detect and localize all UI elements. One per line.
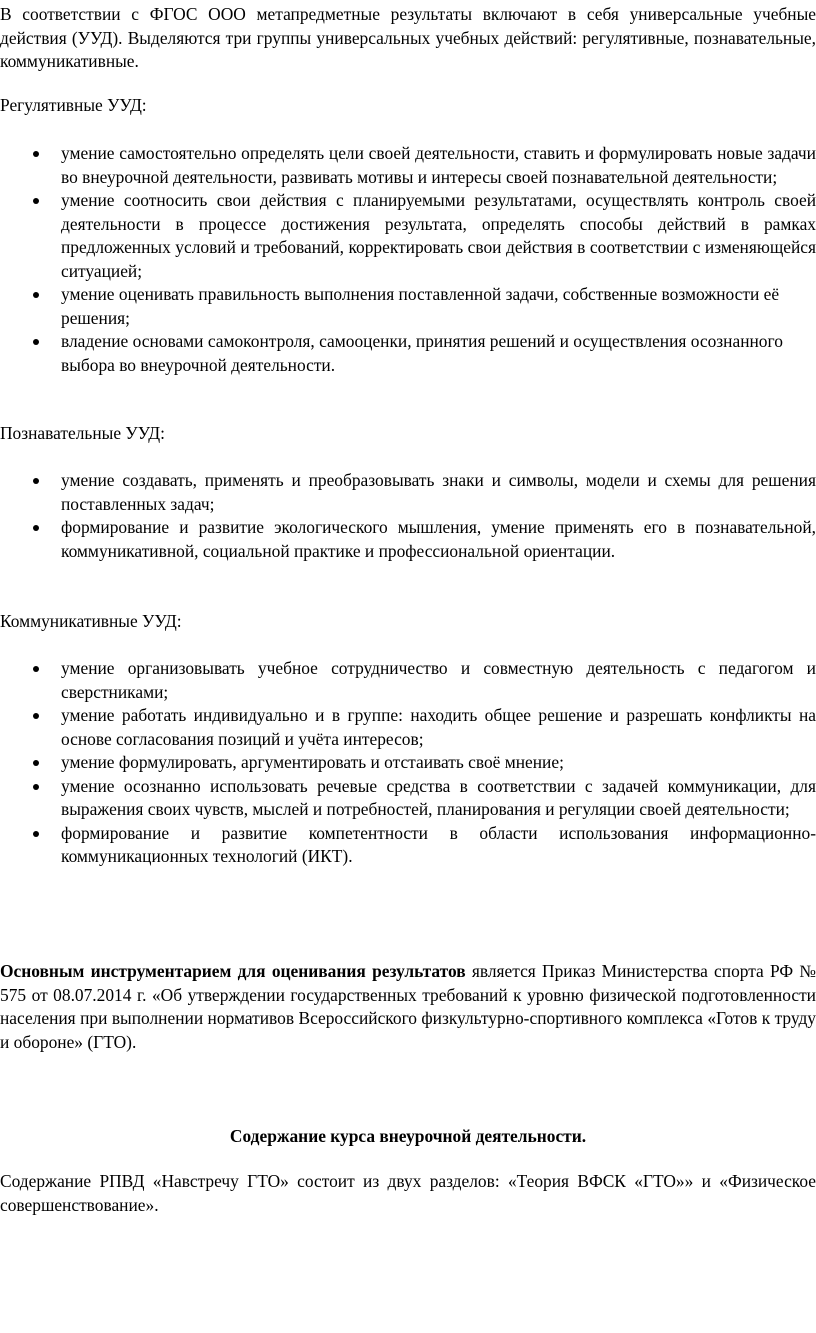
course-content-paragraph: Содержание РПВД «Навстречу ГТО» состоит из двух разделов: «Теория ВФСК «ГТО»» и «Физическое совершенствование». <box>0 1171 816 1215</box>
bullet-icon <box>33 339 39 345</box>
list-item: умение оценивать правильность выполнения поставленной задачи, собственные возможности её решения; <box>0 283 816 330</box>
list-item: умение создавать, применять и преобразовывать знаки и символы, модели и схемы для решения поставленных задач; <box>0 469 816 516</box>
bullet-icon <box>33 151 39 157</box>
list-item: умение осознанно использовать речевые средства в соответствии с задачей коммуникации, для выражения своих чувств, мыслей и потребностей, планирования и регуляции своей деятельности; <box>0 775 816 822</box>
regulative-heading: Регулятивные УУД: <box>0 95 147 115</box>
bullet-icon <box>33 478 39 484</box>
list-item: умение работать индивидуально и в группе: находить общее решение и разрешать конфликты на основе согласования позиций и учёта интересов; <box>0 704 816 751</box>
tools-bold-lead: Основным инструментарием для оценивания результатов <box>0 961 466 981</box>
bullet-icon <box>33 198 39 204</box>
list-item: формирование и развитие экологического мышления, умение применять его в познавательной, коммуникативной, социальной практике и профессиональной ориентации. <box>0 516 816 563</box>
list-item: умение самостоятельно определять цели своей деятельности, ставить и формулировать новые задачи во внеурочной деятельности, развивать мотивы и интересы своей познавательной деятельности; <box>0 142 816 189</box>
list-item: умение формулировать, аргументировать и отстаивать своё мнение; <box>0 751 816 775</box>
list-item: умение организовывать учебное сотрудничество и совместную деятельность с педагогом и сверстниками; <box>0 657 816 704</box>
bullet-icon <box>33 292 39 298</box>
list-item: владение основами самоконтроля, самооценки, принятия решений и осуществления осознанного выбора во внеурочной деятельности. <box>0 330 816 377</box>
tools-paragraph <box>0 960 816 1054</box>
communicative-heading: Коммуникативные УУД: <box>0 611 182 631</box>
communicative-list <box>0 657 816 869</box>
tools-rest: является Приказ Министерства спорта РФ № 575 от 08.07.2014 г. «Об утверждении государственных требований к уровню физической подготовленности населения при выполнении нормативов Всероссийского физкультурно-спортивного комплекса «Готов к труду и обороне» (ГТО). <box>0 961 816 1052</box>
bullet-icon <box>33 831 39 837</box>
list-item: формирование и развитие компетентности в области использования информационно-коммуникационных технологий (ИКТ). <box>0 822 816 869</box>
bullet-icon <box>33 760 39 766</box>
regulative-list <box>0 142 816 377</box>
intro-paragraph: В соответствии с ФГОС ООО метапредметные результаты включают в себя универсальные учебные действия (УУД). Выделяются три группы универсальных учебных действий: регулятивные, познавательные, коммуникативные. <box>0 4 816 71</box>
cognitive-heading: Познавательные УУД: <box>0 423 165 443</box>
bullet-icon <box>33 784 39 790</box>
bullet-icon <box>33 666 39 672</box>
bullet-icon <box>33 713 39 719</box>
bullet-icon <box>33 525 39 531</box>
course-title: Содержание курса внеурочной деятельности. <box>229 1126 587 1146</box>
list-item: умение соотносить свои действия с планируемыми результатами, осуществлять контроль своей деятельности в процессе достижения результата, определять способы действий в рамках предложенных условий и требований, корректировать свои действия в соответствии с изменяющейся ситуацией; <box>0 189 816 283</box>
cognitive-list <box>0 469 816 563</box>
